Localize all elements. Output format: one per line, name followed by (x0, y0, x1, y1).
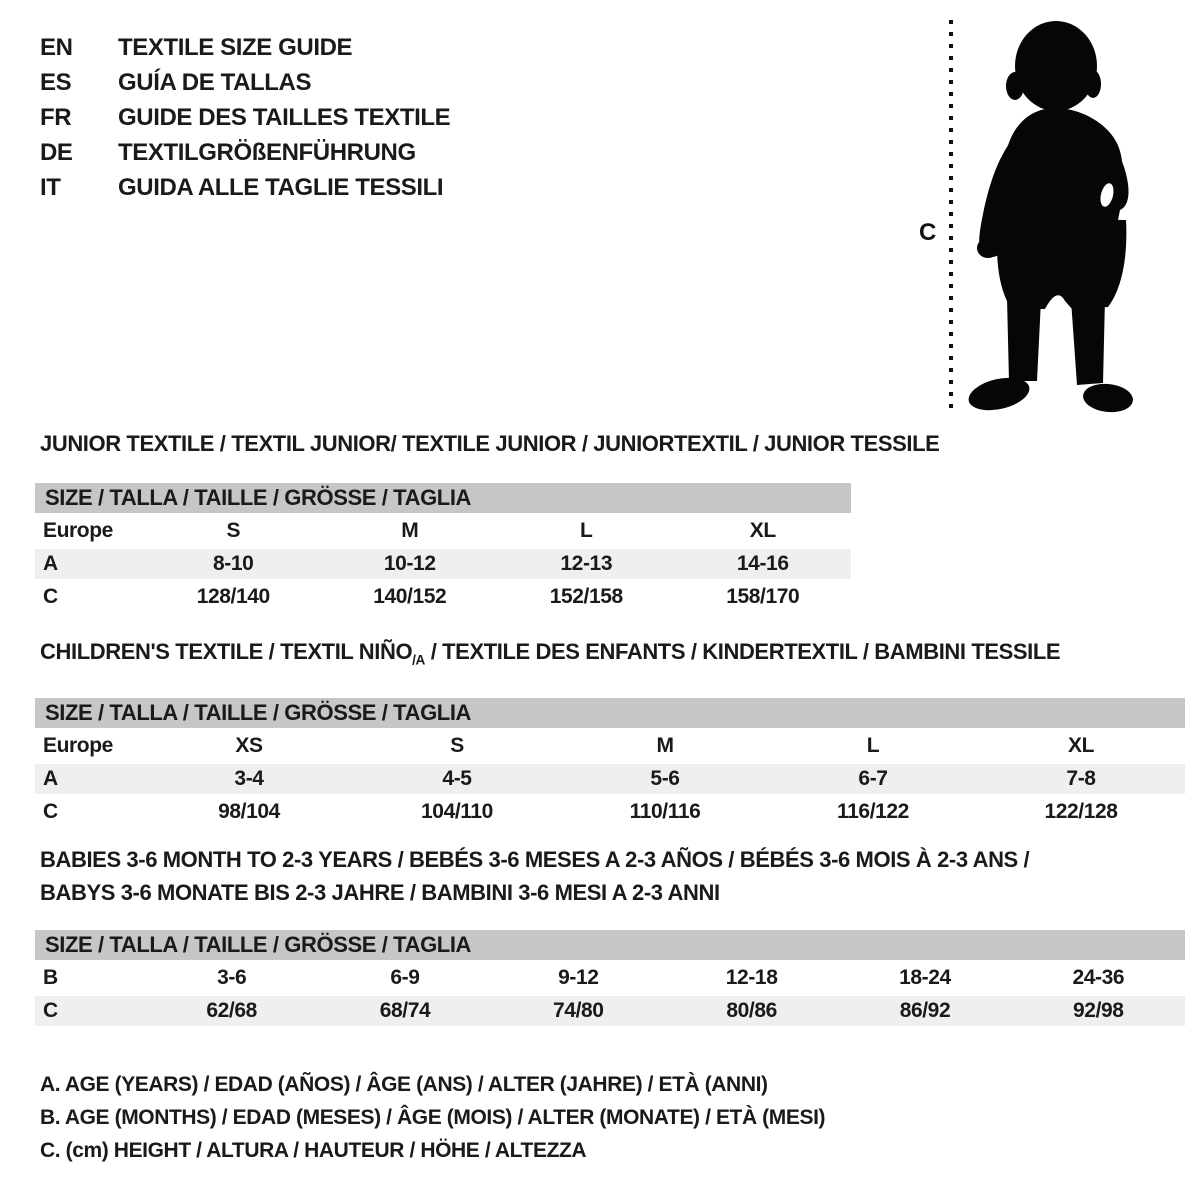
height-measure-label: C (919, 219, 936, 246)
language-row (40, 170, 450, 205)
subscript-text: /A (412, 652, 425, 668)
language-row (40, 135, 450, 170)
toddler-silhouette-shape (965, 21, 1134, 416)
row-label: C (43, 800, 58, 824)
table-row (35, 516, 851, 546)
size-header-row (35, 483, 851, 513)
section-title (40, 430, 940, 457)
row-label: Europe (43, 734, 113, 758)
cell-value: 3-6 (217, 966, 247, 989)
size-header: SIZE / TALLA / TAILLE / GRÖSSE / TAGLIA (35, 698, 1185, 728)
legend-line: C. (cm) HEIGHT / ALTURA / HAUTEUR / HÖHE / ALTEZZA (40, 1139, 587, 1162)
language-code: DE (40, 138, 73, 166)
section-title-line: JUNIOR TEXTILE / TEXTIL JUNIOR/ TEXTILE JUNIOR / JUNIORTEXTIL / JUNIOR TESSILE (40, 431, 940, 456)
title-text: / TEXTILE DES ENFANTS / KINDERTEXTIL / BAMBINI TESSILE (425, 639, 1061, 664)
legend (40, 1068, 825, 1167)
cell-value: 152/158 (549, 585, 623, 608)
cell-value: S (450, 734, 464, 758)
section-babies-textile (35, 843, 1185, 1029)
cell-value: M (401, 519, 419, 542)
cell-value: 3-4 (145, 764, 353, 794)
cell-value: 6-7 (769, 764, 977, 794)
cell-value: 86/92 (838, 996, 1011, 1026)
toddler-silhouette (895, 8, 1150, 418)
section-title (40, 638, 1185, 673)
section-title (40, 843, 1185, 909)
cell-value: 104/110 (421, 800, 493, 824)
size-table (35, 695, 1185, 830)
title-text: CHILDREN'S TEXTILE / TEXTIL NIÑO (40, 639, 413, 664)
size-header-row (35, 698, 1185, 728)
cell-value: 158/170 (726, 585, 800, 608)
cell-value: 98/104 (218, 800, 280, 824)
section-title-line: BABIES 3-6 MONTH TO 2-3 YEARS / BEBÉS 3-6 MESES A 2-3 AÑOS / BÉBÉS 3-6 MOIS À 2-3 ANS / (40, 847, 1030, 872)
table-row (35, 797, 1185, 827)
size-header-row (35, 930, 1185, 960)
cell-value: 14-16 (675, 549, 852, 579)
size-header: SIZE / TALLA / TAILLE / GRÖSSE / TAGLIA (35, 483, 851, 513)
cell-value: 110/116 (629, 800, 701, 824)
legend-line: B. AGE (MONTHS) / EDAD (MESES) / ÂGE (MOIS) / ALTER (MONATE) / ETÀ (MESI) (40, 1106, 826, 1129)
cell-value: 10-12 (322, 549, 499, 579)
language-row (40, 30, 450, 65)
language-row (40, 100, 450, 135)
size-header: SIZE / TALLA / TAILLE / GRÖSSE / TAGLIA (35, 930, 1185, 960)
size-table (35, 927, 1185, 1029)
language-code: FR (40, 103, 72, 131)
guide-title: TEXTILGRÖßENFÜHRUNG (118, 138, 416, 166)
cell-value: 62/68 (145, 996, 318, 1026)
cell-value: L (866, 734, 880, 758)
cell-value: 122/128 (1044, 800, 1118, 824)
row-label: C (35, 996, 145, 1026)
language-row (40, 65, 450, 100)
table-row (35, 996, 1185, 1026)
cell-value: 80/86 (665, 996, 838, 1026)
cell-value: 74/80 (492, 996, 665, 1026)
guide-title: GUÍA DE TALLAS (118, 68, 312, 96)
cell-value: 6-9 (390, 966, 420, 989)
language-code: EN (40, 33, 73, 61)
table-row (35, 731, 1185, 761)
language-list (40, 30, 450, 205)
cell-value: 12-18 (725, 966, 778, 989)
cell-value: 12-13 (498, 549, 675, 579)
cell-value: 8-10 (145, 549, 322, 579)
cell-value: XL (749, 519, 776, 542)
cell-value: 140/152 (373, 585, 447, 608)
cell-value: 9-12 (558, 966, 599, 989)
cell-value: 24-36 (1072, 966, 1125, 989)
cell-value: XS (235, 734, 263, 758)
section-title-line (40, 638, 1185, 673)
section-childrens-textile (35, 638, 1185, 830)
guide-title: TEXTILE SIZE GUIDE (118, 33, 353, 61)
cell-value: XL (1067, 734, 1095, 758)
cell-value: 18-24 (899, 966, 951, 989)
row-label: B (43, 966, 58, 989)
guide-title: GUIDA ALLE TAGLIE TESSILI (118, 173, 444, 201)
size-figure (895, 8, 1150, 418)
row-label: A (35, 764, 145, 794)
table-row (35, 582, 851, 612)
language-code: ES (40, 68, 72, 96)
legend-line: A. AGE (YEARS) / EDAD (AÑOS) / ÂGE (ANS) / ALTER (JAHRE) / ETÀ (ANNI) (40, 1073, 768, 1096)
cell-value: 68/74 (318, 996, 491, 1026)
cell-value: S (226, 519, 241, 542)
cell-value: 128/140 (196, 585, 270, 608)
guide-title: GUIDE DES TAILLES TEXTILE (118, 103, 451, 131)
cell-value: 92/98 (1012, 996, 1185, 1026)
section-junior-textile (35, 430, 940, 615)
cell-value: 5-6 (561, 764, 769, 794)
row-label: A (35, 549, 145, 579)
size-table (35, 480, 851, 615)
row-label: Europe (43, 519, 113, 542)
row-label: C (43, 585, 58, 608)
cell-value: M (656, 734, 674, 758)
cell-value: 7-8 (977, 764, 1185, 794)
section-title-line: BABYS 3-6 MONATE BIS 2-3 JAHRE / BAMBINI 3-6 MESI A 2-3 ANNI (40, 880, 720, 905)
table-row (35, 764, 1185, 794)
table-row (35, 963, 1185, 993)
cell-value: L (580, 519, 593, 542)
cell-value: 4-5 (353, 764, 561, 794)
table-row (35, 549, 851, 579)
cell-value: 116/122 (837, 800, 909, 824)
language-code: IT (40, 173, 61, 201)
